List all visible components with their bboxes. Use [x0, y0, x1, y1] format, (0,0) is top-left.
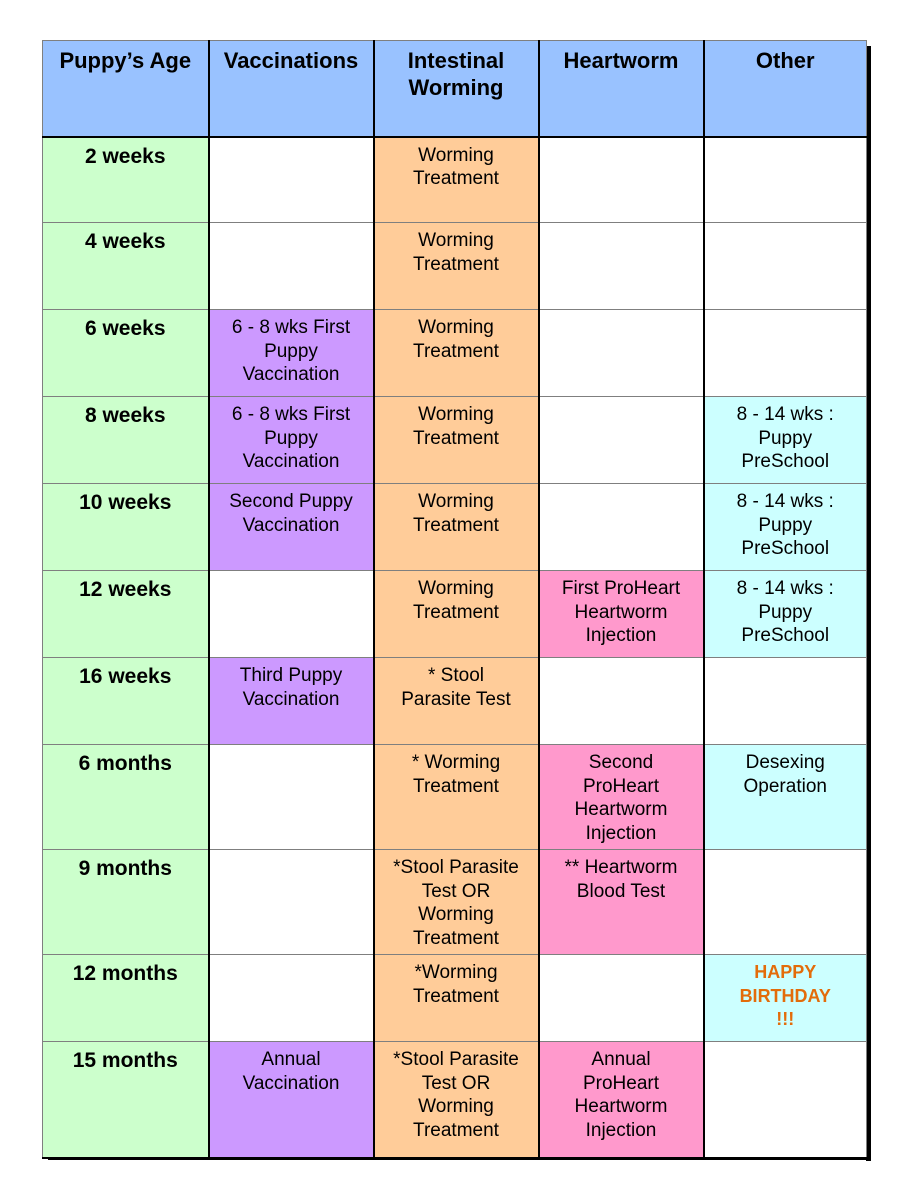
vaccination-cell — [209, 484, 374, 571]
heartworm-cell — [539, 955, 704, 1042]
vaccination-text: Third Puppy Vaccination — [239, 665, 343, 710]
header-intestinal-worming: Intestinal Worming — [374, 41, 539, 137]
vaccination-cell — [209, 1042, 374, 1158]
table-row — [43, 571, 867, 658]
worming-text: Worming Treatment — [413, 144, 499, 189]
worming-cell — [374, 310, 539, 397]
worming-cell — [374, 658, 539, 745]
happy-birthday-text: HAPPY BIRTHDAY !!! — [739, 962, 831, 1029]
worming-cell — [374, 571, 539, 658]
heartworm-cell — [539, 397, 704, 484]
table-row — [43, 850, 867, 955]
heartworm-cell — [539, 850, 704, 955]
table-row — [43, 745, 867, 850]
vaccination-cell — [209, 397, 374, 484]
vaccination-cell — [209, 955, 374, 1042]
other-cell — [704, 397, 867, 484]
worming-cell — [374, 955, 539, 1042]
vaccination-text: 6 - 8 wks First Puppy Vaccination — [231, 404, 351, 472]
age-cell: 6 months — [43, 745, 209, 850]
worming-text: *Stool Parasite Test OR Worming Treatment — [393, 857, 519, 949]
table-row — [43, 223, 867, 310]
heartworm-text: Annual ProHeart Heartworm Injection — [574, 1049, 668, 1141]
other-cell — [704, 658, 867, 745]
worming-text: Worming Treatment — [413, 317, 499, 362]
heartworm-cell — [539, 1042, 704, 1158]
age-cell: 16 weeks — [43, 658, 209, 745]
table-row — [43, 310, 867, 397]
heartworm-cell — [539, 223, 704, 310]
other-cell — [704, 223, 867, 310]
vaccination-cell — [209, 137, 374, 223]
heartworm-cell — [539, 484, 704, 571]
vaccination-cell — [209, 658, 374, 745]
heartworm-cell — [539, 745, 704, 850]
other-text: 8 - 14 wks : Puppy PreSchool — [736, 404, 834, 472]
worming-text: Worming Treatment — [413, 491, 499, 536]
worming-cell — [374, 223, 539, 310]
heartworm-text: Second ProHeart Heartworm Injection — [574, 752, 668, 844]
other-text: 8 - 14 wks : Puppy PreSchool — [736, 491, 834, 559]
other-text: 8 - 14 wks : Puppy PreSchool — [736, 578, 834, 646]
vaccination-cell — [209, 571, 374, 658]
other-cell — [704, 955, 867, 1042]
header-vaccinations: Vaccinations — [209, 41, 374, 137]
table-row — [43, 397, 867, 484]
other-cell — [704, 571, 867, 658]
age-cell: 12 months — [43, 955, 209, 1042]
vaccination-cell — [209, 850, 374, 955]
age-cell: 9 months — [43, 850, 209, 955]
header-age: Puppy’s Age — [43, 41, 209, 137]
worming-text: *Worming Treatment — [413, 962, 499, 1007]
worming-cell — [374, 850, 539, 955]
table-row — [43, 137, 867, 223]
worming-cell — [374, 137, 539, 223]
vaccination-cell — [209, 745, 374, 850]
vaccination-text: Annual Vaccination — [242, 1049, 340, 1094]
worming-text: Worming Treatment — [413, 578, 499, 623]
age-cell: 6 weeks — [43, 310, 209, 397]
age-cell: 10 weeks — [43, 484, 209, 571]
schedule-table — [42, 40, 867, 1159]
vaccination-cell — [209, 223, 374, 310]
worming-cell — [374, 745, 539, 850]
puppy-care-schedule — [42, 40, 866, 1155]
worming-text: *Stool Parasite Test OR Worming Treatment — [393, 1049, 519, 1141]
header-row — [43, 41, 867, 137]
other-cell — [704, 850, 867, 955]
worming-cell — [374, 1042, 539, 1158]
other-cell — [704, 137, 867, 223]
header-heartworm: Heartworm — [539, 41, 704, 137]
age-cell: 8 weeks — [43, 397, 209, 484]
vaccination-cell — [209, 310, 374, 397]
heartworm-cell — [539, 137, 704, 223]
worming-text: * Worming Treatment — [411, 752, 501, 797]
other-cell — [704, 1042, 867, 1158]
other-cell — [704, 484, 867, 571]
age-cell: 15 months — [43, 1042, 209, 1158]
worming-text: Worming Treatment — [413, 404, 499, 449]
age-cell: 2 weeks — [43, 137, 209, 223]
table-row — [43, 658, 867, 745]
heartworm-cell — [539, 658, 704, 745]
age-cell: 12 weeks — [43, 571, 209, 658]
age-cell: 4 weeks — [43, 223, 209, 310]
vaccination-text: 6 - 8 wks First Puppy Vaccination — [231, 317, 351, 385]
table-row — [43, 484, 867, 571]
table-row — [43, 955, 867, 1042]
heartworm-text: First ProHeart Heartworm Injection — [561, 578, 681, 646]
table-row — [43, 1042, 867, 1158]
worming-text: Worming Treatment — [413, 230, 499, 275]
heartworm-cell — [539, 571, 704, 658]
vaccination-text: Second Puppy Vaccination — [229, 491, 353, 536]
other-cell — [704, 310, 867, 397]
other-cell — [704, 745, 867, 850]
heartworm-cell — [539, 310, 704, 397]
header-other: Other — [704, 41, 867, 137]
heartworm-text: ** Heartworm Blood Test — [564, 857, 678, 902]
other-text: Desexing Operation — [743, 752, 827, 797]
worming-cell — [374, 484, 539, 571]
worming-text: * Stool Parasite Test — [401, 665, 511, 710]
worming-cell — [374, 397, 539, 484]
